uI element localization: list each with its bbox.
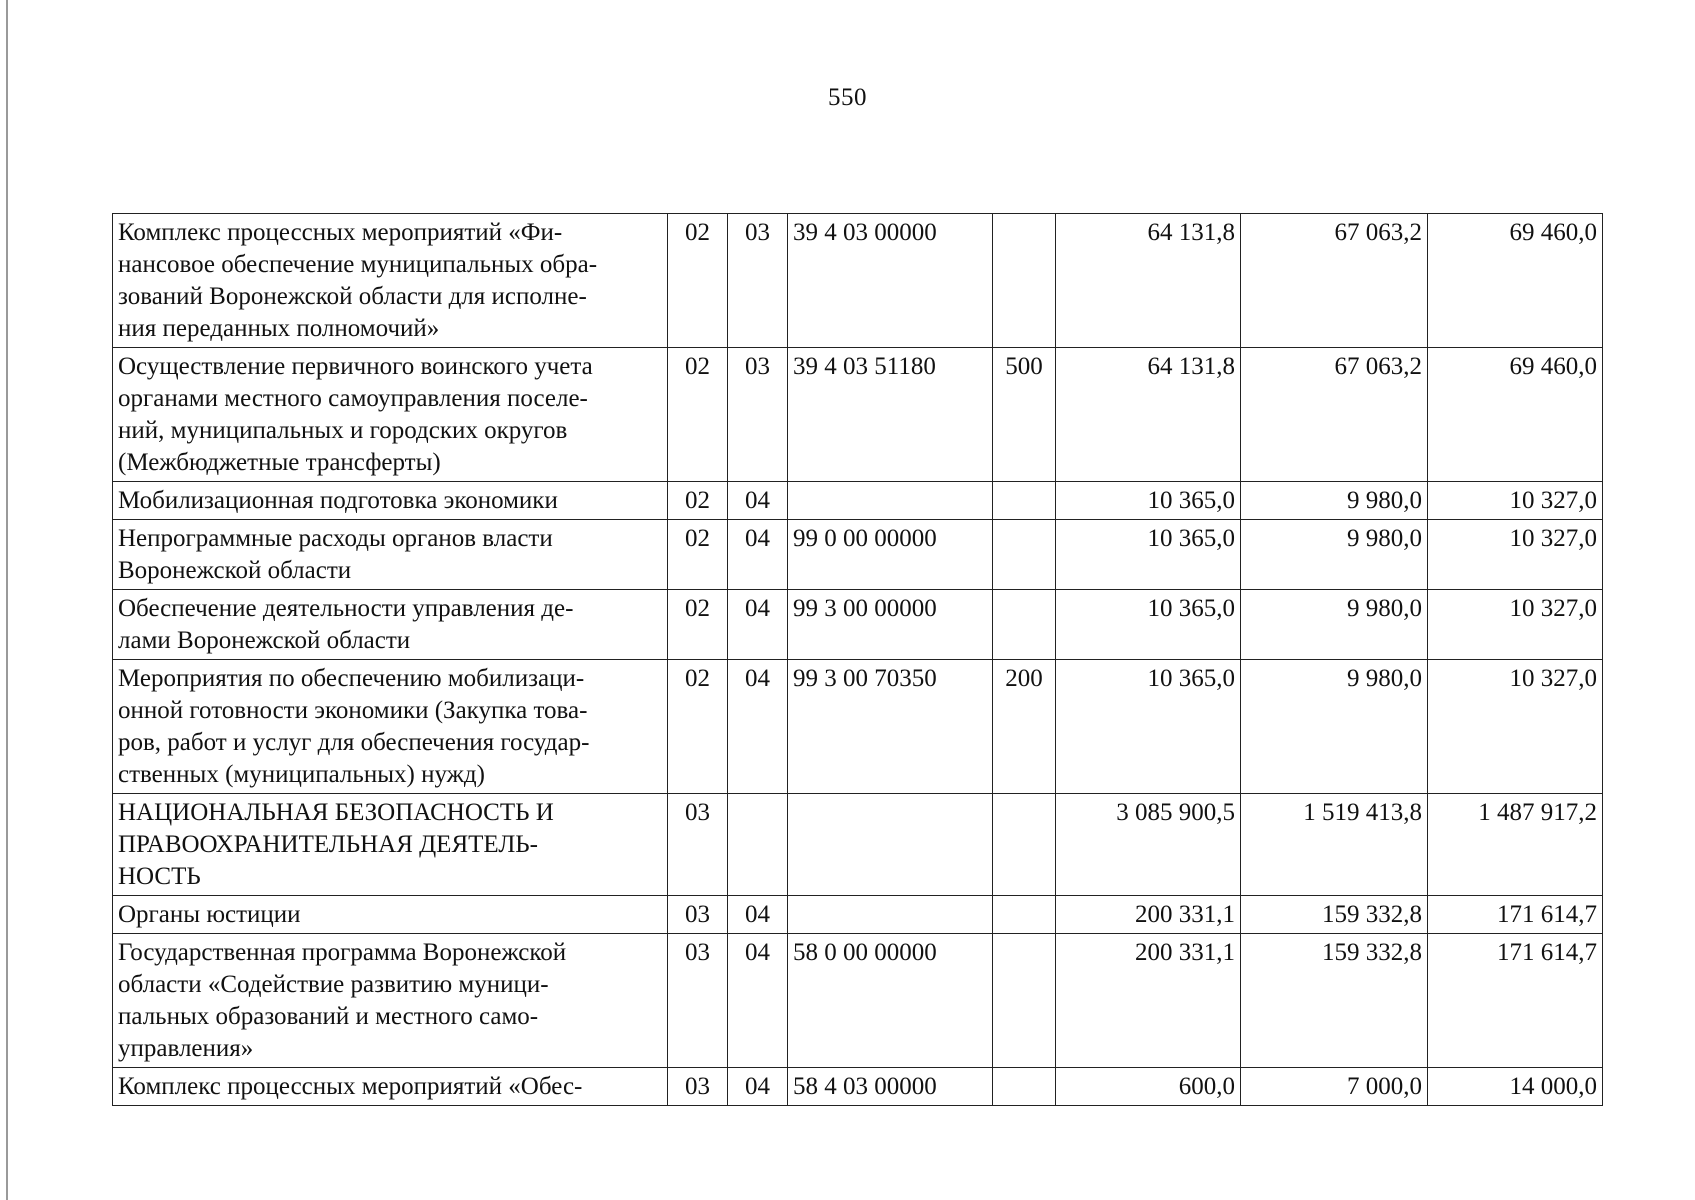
row-name-cell: Непрограммные расходы органов власти Воронежской области <box>113 520 668 590</box>
target-article-cell: 39 4 03 51180 <box>788 348 993 482</box>
section-code-cell: 03 <box>668 1068 728 1106</box>
expense-type-cell <box>993 1068 1056 1106</box>
expense-type-cell <box>993 896 1056 934</box>
section-code-cell: 03 <box>668 934 728 1068</box>
expense-type-cell: 500 <box>993 348 1056 482</box>
amount-year1-cell: 200 331,1 <box>1056 896 1241 934</box>
subsection-code-cell: 04 <box>728 590 788 660</box>
subsection-code-cell: 04 <box>728 1068 788 1106</box>
section-code-cell: 02 <box>668 590 728 660</box>
amount-year2-cell: 9 980,0 <box>1241 590 1428 660</box>
amount-year3-cell: 69 460,0 <box>1428 348 1603 482</box>
amount-year3-cell: 10 327,0 <box>1428 482 1603 520</box>
expense-type-cell: 200 <box>993 660 1056 794</box>
subsection-code-cell: 04 <box>728 520 788 590</box>
amount-year1-cell: 10 365,0 <box>1056 482 1241 520</box>
target-article-cell: 58 4 03 00000 <box>788 1068 993 1106</box>
target-article-cell: 58 0 00 00000 <box>788 934 993 1068</box>
amount-year3-cell: 10 327,0 <box>1428 520 1603 590</box>
amount-year2-cell: 67 063,2 <box>1241 214 1428 348</box>
table-row <box>113 590 1603 660</box>
subsection-code-cell <box>728 794 788 896</box>
section-code-cell: 03 <box>668 896 728 934</box>
section-code-cell: 02 <box>668 482 728 520</box>
amount-year1-cell: 64 131,8 <box>1056 214 1241 348</box>
amount-year2-cell: 7 000,0 <box>1241 1068 1428 1106</box>
row-name-cell: Обеспечение деятельности управления де- лами Воронежской области <box>113 590 668 660</box>
subsection-code-cell: 03 <box>728 348 788 482</box>
row-name-cell: Органы юстиции <box>113 896 668 934</box>
table-row <box>113 482 1603 520</box>
subsection-code-cell: 04 <box>728 934 788 1068</box>
expense-type-cell <box>993 214 1056 348</box>
target-article-cell: 99 3 00 00000 <box>788 590 993 660</box>
amount-year1-cell: 10 365,0 <box>1056 520 1241 590</box>
target-article-cell: 99 0 00 00000 <box>788 520 993 590</box>
table-row <box>113 896 1603 934</box>
table-row <box>113 214 1603 348</box>
amount-year3-cell: 14 000,0 <box>1428 1068 1603 1106</box>
amount-year2-cell: 159 332,8 <box>1241 934 1428 1068</box>
subsection-code-cell: 04 <box>728 660 788 794</box>
amount-year1-cell: 10 365,0 <box>1056 660 1241 794</box>
expense-type-cell <box>993 520 1056 590</box>
page-number: 550 <box>828 84 867 111</box>
expense-type-cell <box>993 794 1056 896</box>
subsection-code-cell: 03 <box>728 214 788 348</box>
table-row <box>113 934 1603 1068</box>
amount-year2-cell: 9 980,0 <box>1241 482 1428 520</box>
row-name-cell: Комплекс процессных мероприятий «Обес- <box>113 1068 668 1106</box>
amount-year1-cell: 3 085 900,5 <box>1056 794 1241 896</box>
amount-year3-cell: 171 614,7 <box>1428 896 1603 934</box>
row-name-cell: Государственная программа Воронежской области «Содействие развитию муници- пальных образований и местного само- управления» <box>113 934 668 1068</box>
section-code-cell: 02 <box>668 520 728 590</box>
budget-table-container <box>112 213 1602 1106</box>
target-article-cell <box>788 482 993 520</box>
row-name-cell: Мероприятия по обеспечению мобилизаци- онной готовности экономики (Закупка това- ров, работ и услуг для обеспечения государ- ственных (муниципальных) нужд) <box>113 660 668 794</box>
target-article-cell <box>788 896 993 934</box>
table-body <box>113 214 1603 1106</box>
target-article-cell <box>788 794 993 896</box>
row-name-cell: Комплекс процессных мероприятий «Фи- нансовое обеспечение муниципальных обра- зований Воронежской области для исполне- ния переданных полномочий» <box>113 214 668 348</box>
amount-year2-cell: 1 519 413,8 <box>1241 794 1428 896</box>
section-code-cell: 03 <box>668 794 728 896</box>
amount-year3-cell: 69 460,0 <box>1428 214 1603 348</box>
section-code-cell: 02 <box>668 214 728 348</box>
amount-year3-cell: 1 487 917,2 <box>1428 794 1603 896</box>
table-row <box>113 660 1603 794</box>
amount-year1-cell: 10 365,0 <box>1056 590 1241 660</box>
row-name-cell: НАЦИОНАЛЬНАЯ БЕЗОПАСНОСТЬ И ПРАВООХРАНИТЕЛЬНАЯ ДЕЯТЕЛЬ- НОСТЬ <box>113 794 668 896</box>
amount-year2-cell: 9 980,0 <box>1241 660 1428 794</box>
section-code-cell: 02 <box>668 660 728 794</box>
amount-year1-cell: 200 331,1 <box>1056 934 1241 1068</box>
table-row <box>113 348 1603 482</box>
scan-left-edge <box>6 0 8 1200</box>
target-article-cell: 99 3 00 70350 <box>788 660 993 794</box>
table-row <box>113 794 1603 896</box>
expense-type-cell <box>993 482 1056 520</box>
table-row <box>113 520 1603 590</box>
target-article-cell: 39 4 03 00000 <box>788 214 993 348</box>
expense-type-cell <box>993 934 1056 1068</box>
subsection-code-cell: 04 <box>728 896 788 934</box>
amount-year1-cell: 600,0 <box>1056 1068 1241 1106</box>
amount-year2-cell: 67 063,2 <box>1241 348 1428 482</box>
expense-type-cell <box>993 590 1056 660</box>
amount-year2-cell: 9 980,0 <box>1241 520 1428 590</box>
section-code-cell: 02 <box>668 348 728 482</box>
amount-year1-cell: 64 131,8 <box>1056 348 1241 482</box>
row-name-cell: Осуществление первичного воинского учета органами местного самоуправления поселе- ний, муниципальных и городских округов (Межбюджетные трансферты) <box>113 348 668 482</box>
amount-year3-cell: 10 327,0 <box>1428 590 1603 660</box>
amount-year3-cell: 171 614,7 <box>1428 934 1603 1068</box>
amount-year2-cell: 159 332,8 <box>1241 896 1428 934</box>
row-name-cell: Мобилизационная подготовка экономики <box>113 482 668 520</box>
budget-table <box>112 213 1603 1106</box>
amount-year3-cell: 10 327,0 <box>1428 660 1603 794</box>
table-row <box>113 1068 1603 1106</box>
subsection-code-cell: 04 <box>728 482 788 520</box>
